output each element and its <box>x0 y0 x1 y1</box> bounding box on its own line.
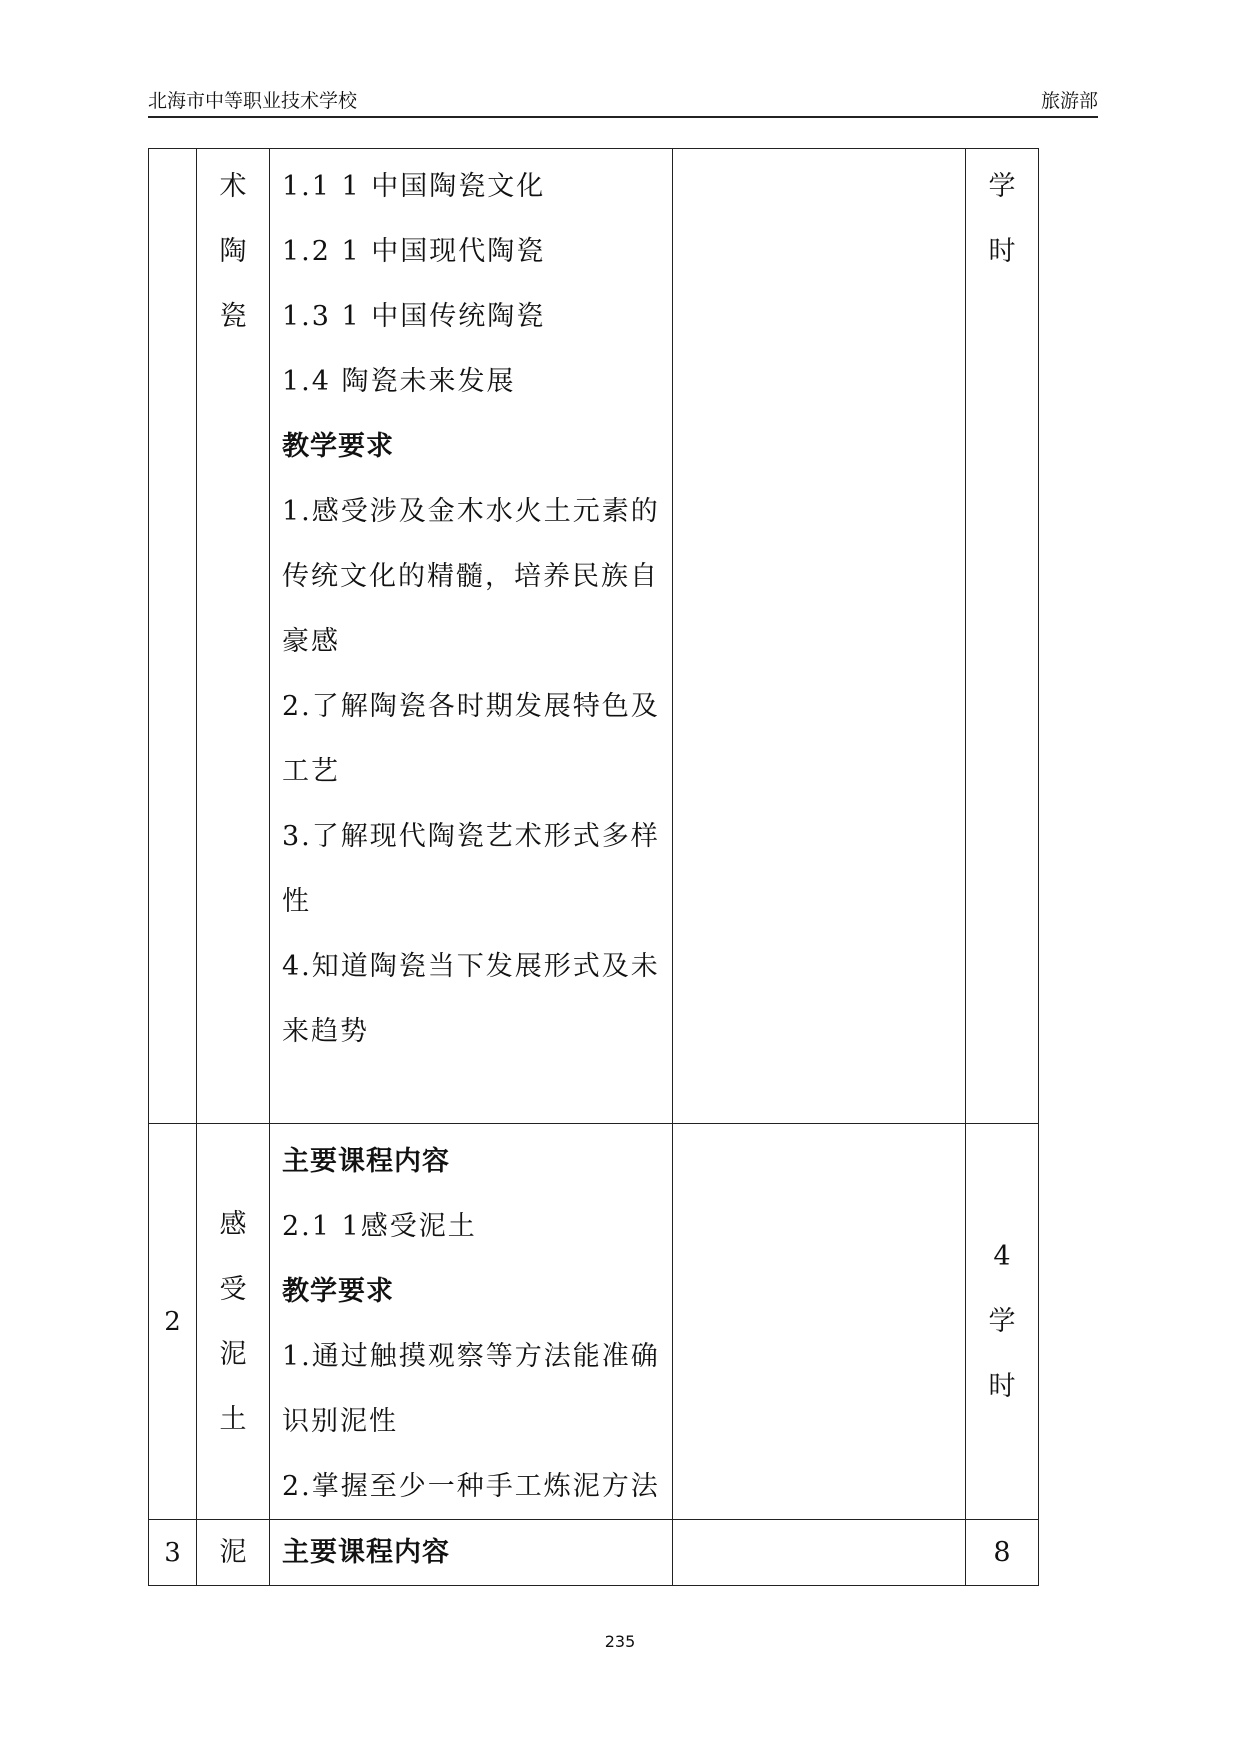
hours-char: 学 <box>988 171 1016 202</box>
row-number-cell <box>149 149 197 1124</box>
page-header <box>148 86 1098 118</box>
table-row <box>149 1124 1039 1520</box>
empty-cell <box>673 149 966 1124</box>
hours-cell <box>966 1124 1039 1520</box>
unit-title-char: 术 <box>219 171 247 202</box>
hours-char: 4 <box>993 1241 1011 1272</box>
row-number-cell: 2 <box>149 1124 197 1520</box>
hours-char: 时 <box>988 236 1016 267</box>
content-line: 1.通过触摸观察等方法能准确 <box>282 1341 660 1372</box>
content-line: 3.了解现代陶瓷艺术形式多样 <box>282 821 660 852</box>
row-number-cell: 3 <box>149 1520 197 1586</box>
unit-title-char: 感 <box>219 1208 247 1240</box>
content-cell <box>270 1520 673 1586</box>
unit-title-char: 瓷 <box>219 301 247 332</box>
content-line: 工艺 <box>282 756 340 787</box>
table-row <box>149 1520 1039 1586</box>
content-cell <box>270 1124 673 1520</box>
unit-title-char: 陶 <box>219 236 247 267</box>
empty-cell <box>673 1520 966 1586</box>
hours-char: 8 <box>993 1537 1011 1568</box>
hours-char: 时 <box>988 1371 1016 1402</box>
unit-title-char: 泥 <box>219 1537 247 1568</box>
content-line: 识别泥性 <box>282 1406 398 1437</box>
unit-title-cell <box>197 1520 270 1586</box>
unit-title-char: 土 <box>219 1403 247 1435</box>
curriculum-table <box>148 148 1039 1586</box>
empty-cell <box>673 1124 966 1520</box>
content-cell <box>270 149 673 1124</box>
content-line: 1.4 陶瓷未来发展 <box>282 366 516 397</box>
hours-cell <box>966 1520 1039 1586</box>
content-line: 1.2 1 中国现代陶瓷 <box>282 236 546 267</box>
content-line: 2.了解陶瓷各时期发展特色及 <box>282 691 660 722</box>
content-line: 1.感受涉及金木水火土元素的 <box>282 496 660 527</box>
unit-title-cell <box>197 149 270 1124</box>
content-line: 1.1 1 中国陶瓷文化 <box>282 171 546 202</box>
section-heading: 主要课程内容 <box>282 1537 450 1568</box>
department-name: 旅游部 <box>1040 90 1098 112</box>
unit-title-char: 受 <box>219 1273 247 1305</box>
content-line: 2.1 1感受泥土 <box>282 1211 477 1242</box>
section-heading: 教学要求 <box>282 1276 394 1307</box>
content-line: 性 <box>282 886 311 917</box>
content-line: 4.知道陶瓷当下发展形式及未 <box>282 951 660 982</box>
section-heading: 教学要求 <box>282 431 394 462</box>
table-row <box>149 149 1039 1124</box>
content-line: 传统文化的精髓，培养民族自 <box>282 561 659 592</box>
page-number: 235 <box>604 1632 636 1651</box>
hours-cell <box>966 149 1039 1124</box>
school-name: 北海市中等职业技术学校 <box>148 90 358 112</box>
hours-char: 学 <box>988 1306 1016 1337</box>
unit-title-cell <box>197 1124 270 1520</box>
unit-title-char: 泥 <box>219 1338 247 1370</box>
content-line: 2.掌握至少一种手工炼泥方法 <box>282 1471 660 1502</box>
section-heading: 主要课程内容 <box>282 1146 450 1177</box>
content-line: 豪感 <box>282 626 340 657</box>
content-line: 1.3 1 中国传统陶瓷 <box>282 301 546 332</box>
content-line: 来趋势 <box>282 1016 369 1047</box>
